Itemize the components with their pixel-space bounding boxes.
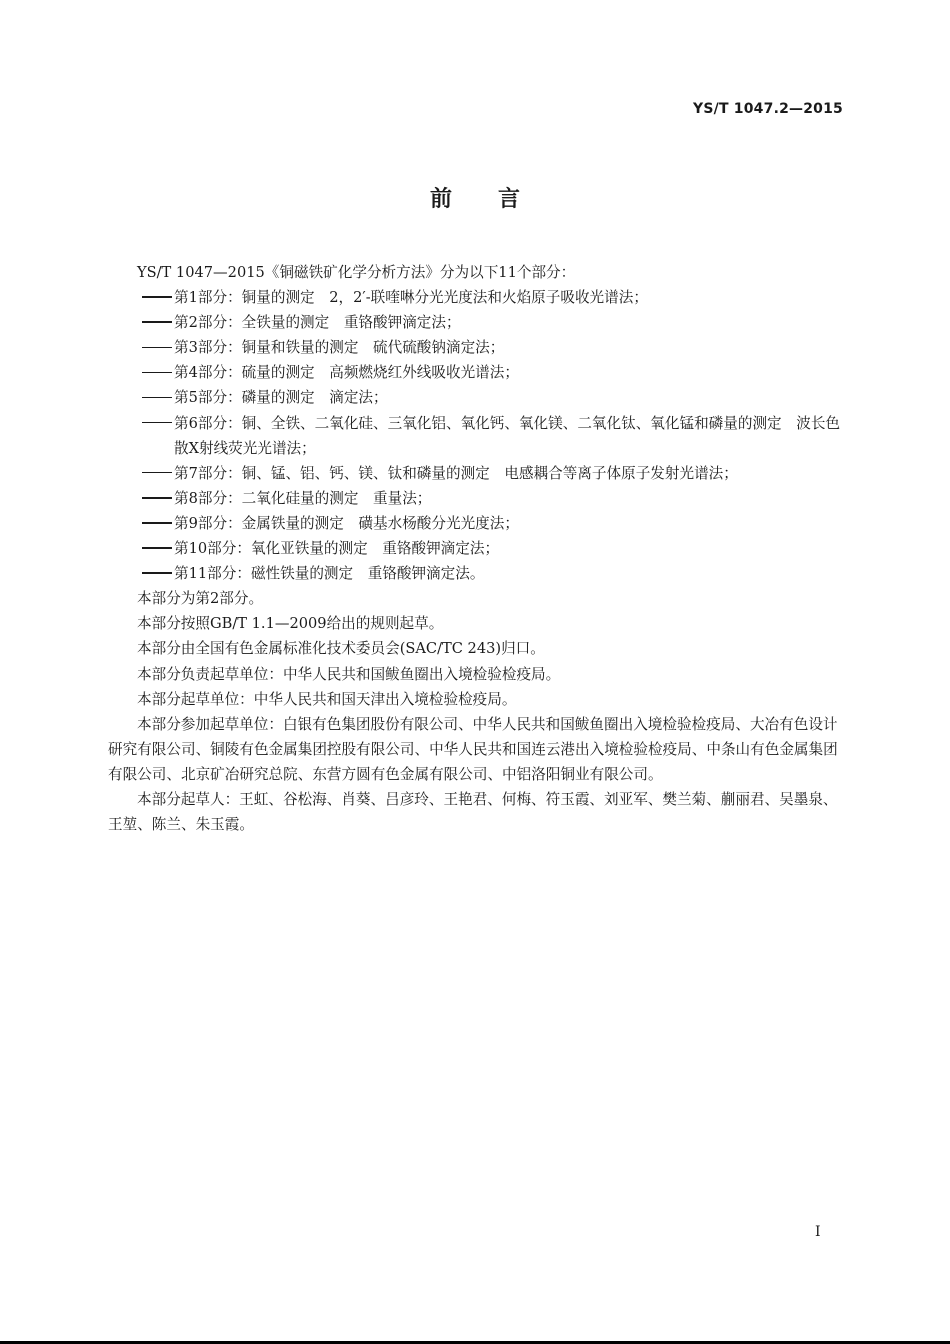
part-list-item bbox=[108, 461, 843, 486]
dash-bullet bbox=[142, 536, 174, 561]
drafters: 本部分起草人：王虹、谷松海、肖葵、吕彦玲、王艳君、何梅、符玉霞、刘亚军、樊兰菊、蒯丽君、吴墨泉、王堃、陈兰、朱玉霞。 bbox=[108, 790, 838, 834]
technical-committee: 本部分由全国有色金属标准化技术委员会(SAC/TC 243)归口。 bbox=[137, 640, 545, 658]
part-text: 第5部分：磷量的测定 滴定法； bbox=[174, 389, 388, 407]
dash-bullet bbox=[142, 335, 174, 360]
part-list-item bbox=[108, 536, 843, 561]
page-title: 前言 bbox=[429, 187, 566, 212]
part-text: 第1部分：铜量的测定 2，2′-联喹啉分光光度法和火焰原子吸收光谱法； bbox=[174, 289, 648, 307]
dash-bullet bbox=[142, 360, 174, 385]
part-list-item bbox=[108, 511, 843, 536]
dash-bullet bbox=[142, 285, 174, 310]
part-statement: 本部分为第2部分。 bbox=[137, 590, 264, 608]
dash-bullet bbox=[142, 486, 174, 511]
part-text: 第7部分：铜、锰、铝、钙、镁、钛和磷量的测定 电感耦合等离子体原子发射光谱法； bbox=[174, 464, 738, 482]
part-text: 第2部分：全铁量的测定 重铬酸钾滴定法； bbox=[174, 314, 461, 332]
part-list-item bbox=[108, 360, 843, 385]
participating-units: 本部分参加起草单位：白银有色集团股份有限公司、中华人民共和国鲅鱼圈出入境检验检疫局、大冶有色设计研究有限公司、铜陵有色金属集团控股有限公司、中华人民共和国连云港出入境检验检疫局、中条山有色金属集团有限公司、北京矿冶研究总院、东营方圆有色金属有限公司、中铝洛阳铜业有限公司。 bbox=[108, 715, 838, 783]
standard-code: YS/T 1047.2—2015 bbox=[693, 101, 843, 117]
part-list-item bbox=[108, 310, 843, 335]
part-list-item bbox=[108, 285, 843, 310]
part-list-item bbox=[108, 486, 843, 511]
dash-bullet bbox=[142, 411, 174, 436]
drafting-unit: 本部分起草单位：中华人民共和国天津出入境检验检疫局。 bbox=[137, 690, 517, 708]
part-text: 第8部分：二氧化硅量的测定 重量法； bbox=[174, 489, 432, 507]
dash-bullet bbox=[142, 310, 174, 335]
drafting-rules: 本部分按照GB/T 1.1—2009给出的规则起草。 bbox=[137, 615, 444, 633]
part-list-item bbox=[108, 335, 843, 360]
page-number: I bbox=[815, 1224, 821, 1240]
part-text: 第3部分：铜量和铁量的测定 硫代硫酸钠滴定法； bbox=[174, 339, 505, 357]
part-list-item bbox=[108, 411, 843, 461]
part-list-item bbox=[108, 561, 843, 586]
part-text: 第10部分：氧化亚铁量的测定 重铬酸钾滴定法； bbox=[174, 540, 500, 558]
dash-bullet bbox=[142, 385, 174, 410]
part-text: 第6部分：铜、全铁、二氧化硅、三氧化铝、氧化钙、氧化镁、二氧化钛、氧化锰和磷量的测定 波长色散X射线荧光光谱法； bbox=[174, 414, 841, 457]
preface-body bbox=[108, 260, 843, 837]
part-text: 第11部分：磁性铁量的测定 重铬酸钾滴定法。 bbox=[174, 565, 485, 583]
part-text: 第4部分：硫量的测定 高频燃烧红外线吸收光谱法； bbox=[174, 364, 519, 382]
responsible-drafter: 本部分负责起草单位：中华人民共和国鲅鱼圈出入境检验检疫局。 bbox=[137, 665, 561, 683]
part-text: 第9部分：金属铁量的测定 磺基水杨酸分光光度法； bbox=[174, 514, 519, 532]
intro-paragraph: YS/T 1047—2015《铜磁铁矿化学分析方法》分为以下11个部分： bbox=[137, 264, 576, 281]
dash-bullet bbox=[142, 561, 174, 586]
part-list-item bbox=[108, 385, 843, 410]
dash-bullet bbox=[142, 461, 174, 486]
dash-bullet bbox=[142, 511, 174, 536]
